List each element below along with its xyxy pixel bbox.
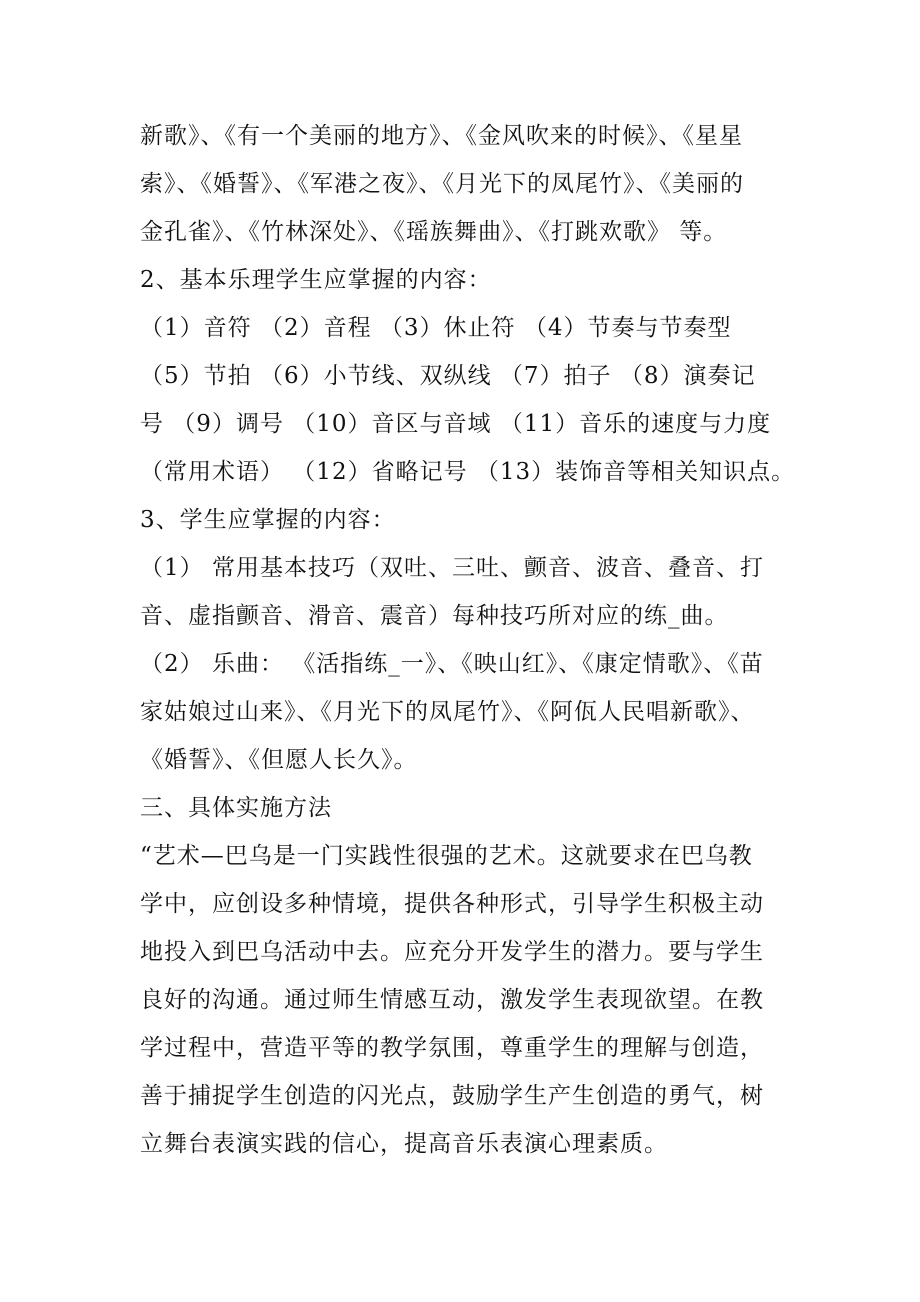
text-line: 索》、《婚誓》、《军港之夜》、《月光下的凤尾竹》、《美丽的 bbox=[140, 171, 744, 197]
text-line: （常用术语） （12）省略记号 （13）装饰音等相关知识点。 bbox=[140, 459, 796, 485]
section-heading: 三、具体实施方法 bbox=[140, 795, 332, 821]
text-line: （2） 乐曲： 《活指练_一》、《映山红》、《康定情歌》、《苗 bbox=[140, 651, 764, 677]
text-line: 地投入到巴乌活动中去。应充分开发学生的潜力。要与学生 bbox=[140, 939, 764, 965]
section-heading: 3、学生应掌握的内容： bbox=[140, 507, 396, 533]
text-line: （5）节拍 （6）小节线、双纵线 （7）拍子 （8）演奏记 bbox=[140, 363, 756, 389]
text-line: 良好的沟通。通过师生情感互动，激发学生表现欲望。在教 bbox=[140, 987, 764, 1013]
text-line: 学中，应创设多种情境，提供各种形式，引导学生积极主动 bbox=[140, 891, 764, 917]
text-line: （1）音符 （2）音程 （3）休止符 （4）节奏与节奏型 bbox=[140, 315, 732, 341]
document-body bbox=[140, 112, 796, 1168]
text-line: 立舞台表演实践的信心，提高音乐表演心理素质。 bbox=[140, 1131, 668, 1157]
text-line: 学过程中，营造平等的教学氛围，尊重学生的理解与创造， bbox=[140, 1035, 764, 1061]
section-heading: 2、基本乐理学生应掌握的内容： bbox=[140, 267, 492, 293]
text-line: 新歌》、《有一个美丽的地方》、《金风吹来的时候》、《星星 bbox=[140, 123, 743, 149]
text-line: （1） 常用基本技巧（双吐、三吐、颤音、波音、叠音、打 bbox=[140, 555, 764, 581]
text-line: 家姑娘过山来》、《月光下的凤尾竹》、《阿佤人民唱新歌》、 bbox=[140, 699, 755, 725]
text-line: “艺术—巴乌是一门实践性很强的艺术。这就要求在巴乌教 bbox=[140, 843, 753, 869]
text-line: 善于捕捉学生创造的闪光点，鼓励学生产生创造的勇气，树 bbox=[140, 1083, 764, 1109]
text-line: 金孔雀》、《竹林深处》、《瑶族舞曲》、《打跳欢歌》 等。 bbox=[140, 219, 728, 245]
text-line: 《婚誓》、《但愿人长久》。 bbox=[140, 747, 418, 773]
text-line: 号 （9）调号 （10）音区与音域 （11）音乐的速度与力度 bbox=[140, 411, 772, 437]
text-line: 音、虚指颤音、滑音、震音）每种技巧所对应的练_曲。 bbox=[140, 603, 729, 629]
